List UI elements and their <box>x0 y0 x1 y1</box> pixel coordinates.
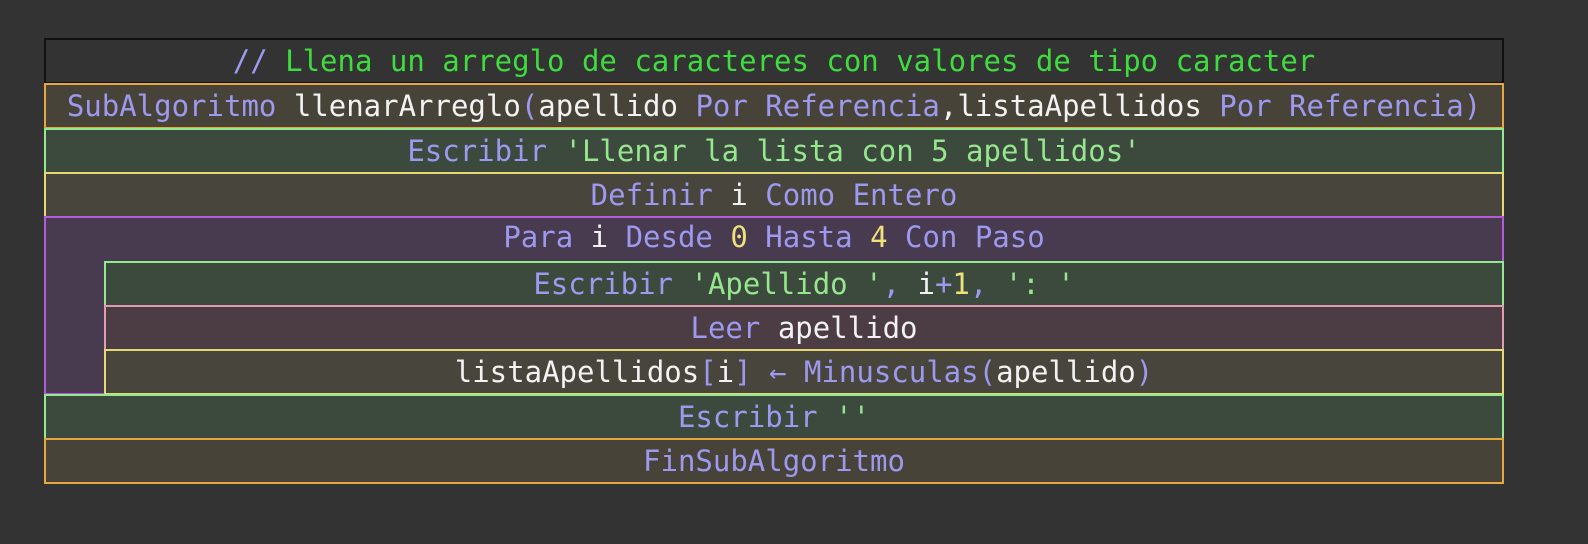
paren-close: ) <box>1463 89 1482 123</box>
function-name: llenarArreglo <box>293 89 521 123</box>
keyword-finsubalgoritmo: FinSubAlgoritmo <box>643 444 905 478</box>
loop-to: 4 <box>870 220 888 254</box>
number-one: 1 <box>952 267 970 301</box>
bracket-open: [ <box>699 355 717 389</box>
plus-operator: + <box>934 267 953 301</box>
comment-text: Llena un arreglo de caracteres con valores de tipo caracter <box>285 44 1316 78</box>
index-i: i <box>716 355 735 389</box>
keyword-escribir: Escribir <box>677 400 818 434</box>
keyword-como-entero: Como Entero <box>765 178 958 212</box>
loop-from: 0 <box>730 220 748 254</box>
keyword-con-paso: Con Paso <box>905 220 1045 254</box>
paren-open: ( <box>978 355 997 389</box>
for-loop-header <box>44 216 1504 262</box>
paren-open: ( <box>520 89 539 123</box>
por-referencia-2: Por Referencia <box>1219 89 1464 123</box>
param-apellido: apellido <box>538 89 678 123</box>
keyword-desde: Desde <box>625 220 713 254</box>
variable-i: i <box>917 267 935 301</box>
keyword-hasta: Hasta <box>765 220 853 254</box>
write-statement-1 <box>44 128 1504 174</box>
loop-variable: i <box>590 220 609 254</box>
variable-i: i <box>730 178 748 212</box>
keyword-subalgoritmo: SubAlgoritmo <box>66 89 277 123</box>
string-colon: ': ' <box>1004 267 1075 301</box>
comment-block <box>44 38 1504 84</box>
end-subalgorithm <box>44 438 1504 484</box>
assign-statement <box>104 349 1504 395</box>
param-lista-apellidos: listaApellidos <box>957 89 1202 123</box>
variable-apellido: apellido <box>777 311 918 345</box>
assign-arrow: ← <box>751 355 804 389</box>
read-statement <box>104 305 1504 351</box>
paren-close: ) <box>1135 355 1154 389</box>
comment-slashes: // <box>232 44 286 78</box>
separator-1: , <box>882 267 918 301</box>
keyword-leer: Leer <box>690 311 761 345</box>
function-minusculas: Minusculas <box>804 355 979 389</box>
keyword-escribir: Escribir <box>533 267 674 301</box>
string-literal: 'Llenar la lista con 5 apellidos' <box>564 134 1141 168</box>
assign-target: listaApellidos <box>454 355 700 389</box>
bracket-close: ] <box>734 355 752 389</box>
keyword-para: Para <box>503 220 574 254</box>
argument-apellido: apellido <box>996 355 1136 389</box>
por-referencia-1: Por Referencia <box>695 89 940 123</box>
separator-2: , <box>969 267 1005 301</box>
string-apellido: 'Apellido ' <box>690 267 883 301</box>
write-statement-2 <box>104 261 1504 307</box>
keyword-escribir: Escribir <box>407 134 548 168</box>
write-statement-3 <box>44 394 1504 440</box>
keyword-definir: Definir <box>590 178 713 212</box>
subalgorithm-header <box>44 83 1504 129</box>
empty-string: '' <box>835 400 871 434</box>
comma: , <box>939 89 958 123</box>
define-statement <box>44 172 1504 218</box>
